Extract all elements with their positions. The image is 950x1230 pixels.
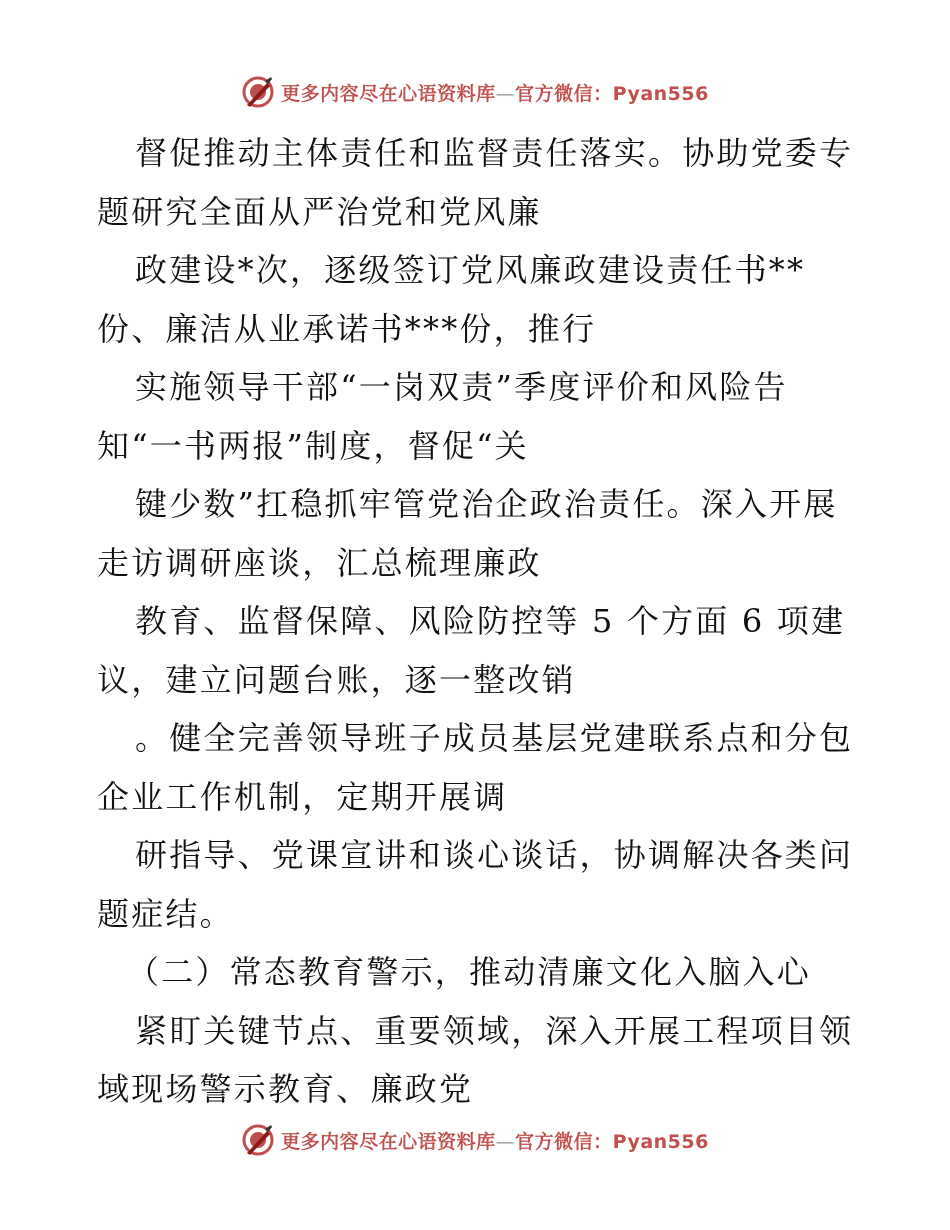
text-line: 题研究全面从严治党和党风廉	[97, 192, 542, 231]
text-line: 企业工作机制，定期开展调	[97, 777, 508, 816]
header-watermark	[0, 72, 950, 112]
text-line: 走访调研座谈，汇总梳理廉政	[97, 543, 542, 582]
footer-watermark	[0, 1120, 950, 1160]
watermark-official: 官方微信：	[515, 82, 613, 105]
pen-circle-logo-icon	[241, 1123, 275, 1157]
watermark-text	[281, 1127, 709, 1154]
document-body	[97, 124, 857, 1119]
watermark-wechat-id: Pyan556	[612, 82, 709, 105]
watermark-text	[281, 79, 709, 106]
text-line: 研指导、党课宣讲和谈心谈话，协调解决各类问	[135, 836, 854, 874]
watermark-official: 官方微信：	[515, 1130, 613, 1153]
section-heading: （二）常态教育警示，推动清廉文化入脑入心	[127, 953, 812, 991]
text-line: 议，建立问题台账，逐一整改销	[97, 660, 576, 699]
text-line: 紧盯关键节点、重要领域，深入开展工程项目领	[135, 1011, 854, 1050]
watermark-brand: 更多内容尽在心语资料库	[281, 1130, 496, 1153]
text-line: 份、廉洁从业承诺书***份，推行	[97, 309, 597, 348]
text-line: 题症结。	[97, 894, 234, 933]
text-line: 教育、监督保障、风险防控等 5 个方面 6 项建	[135, 602, 846, 640]
text-line: 督促推动主体责任和监督责任落实。协助党委专	[135, 134, 854, 172]
text-line: 。健全完善领导班子成员基层党建联系点和分包	[135, 719, 854, 757]
text-line: 实施领导干部“一岗双责”季度评价和风险告	[135, 368, 788, 406]
watermark-dash: —	[495, 82, 516, 105]
text-line: 政建设*次，逐级签订党风廉政建设责任书**	[135, 251, 806, 289]
text-line: 域现场警示教育、廉政党	[97, 1070, 474, 1108]
text-line: 知“一书两报”制度，督促“关	[97, 426, 529, 465]
text-line: 键少数”扛稳抓牢管党治企政治责任。深入开展	[135, 485, 838, 523]
watermark-wechat-id: Pyan556	[612, 1130, 709, 1153]
pen-circle-logo-icon	[241, 75, 275, 109]
watermark-dash: —	[495, 1130, 516, 1153]
watermark-brand: 更多内容尽在心语资料库	[281, 82, 496, 105]
